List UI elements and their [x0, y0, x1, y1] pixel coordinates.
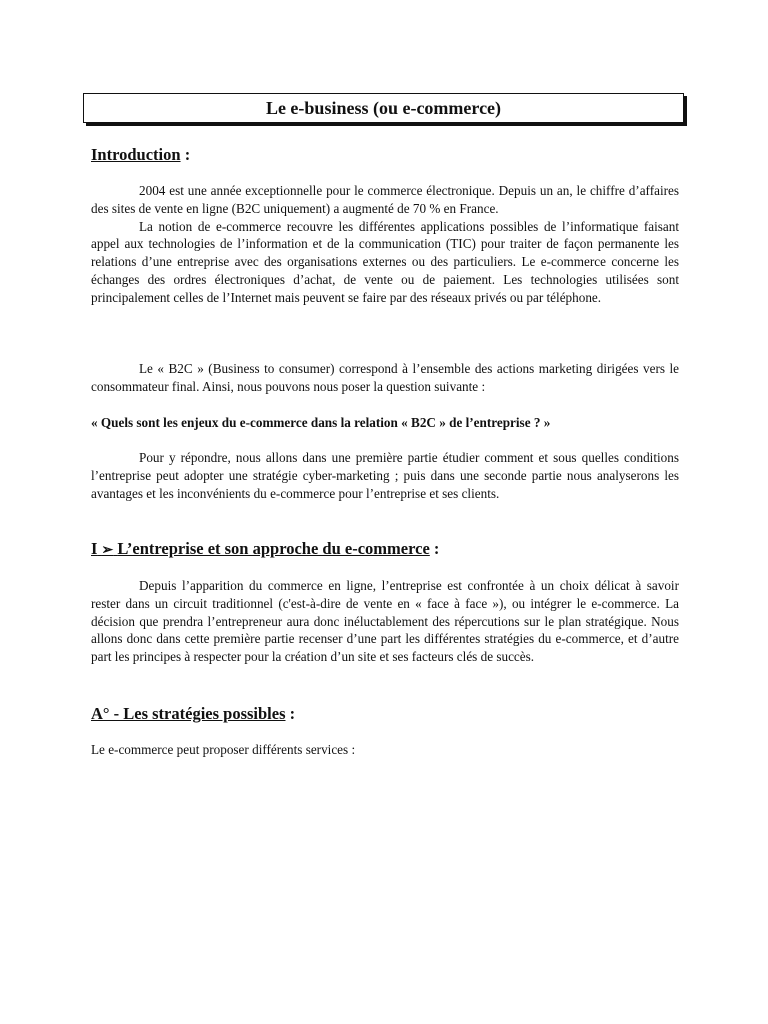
partA-heading-colon: :	[285, 704, 296, 723]
part1-heading	[91, 539, 679, 559]
intro-heading-text: Introduction	[91, 145, 181, 164]
title-box	[83, 93, 684, 123]
b2c-paragraph-block	[91, 360, 679, 396]
arrow-bullet-icon: ➢	[101, 543, 114, 558]
intro-heading-colon: :	[180, 145, 191, 164]
announcement-block	[91, 449, 679, 502]
intro-paragraph-3: Le « B2C » (Business to consumer) correspond à l’ensemble des actions marketing dirigées vers le consommateur final. Ainsi, nous pouvons nous poser la question suivante :	[91, 361, 679, 394]
question-block	[91, 414, 679, 432]
part1-heading-text: L’entreprise et son approche du e-commerce	[117, 539, 430, 558]
partA-heading	[91, 704, 679, 724]
intro-heading-block	[91, 145, 679, 165]
part1-number: I	[91, 539, 98, 558]
problem-question: « Quels sont les enjeux du e-commerce dans la relation « B2C » de l’entreprise ? »	[91, 415, 551, 430]
part1-heading-colon: :	[429, 539, 440, 558]
part1-paragraph-1: Depuis l’apparition du commerce en ligne, l’entreprise est confrontée à un choix délicat à savoir rester dans un circuit traditionnel (c'est-à-dire de vente en « face à face »), ou intégrer le e-commerce. La décision que prendra l’entrepreneur aura donc inéluctablement des répercutions sur le plan stratégique. Nous allons donc dans cette première partie recenser d’une part les différentes stratégies du e-commerce, et d’autre part les principes à respecter pour la création d’un site et ses facteurs clés de succès.	[91, 578, 679, 665]
partA-paragraph-1: Le e-commerce peut proposer différents services :	[91, 742, 356, 757]
intro-paragraph-1: 2004 est une année exceptionnelle pour le commerce électronique. Depuis un an, le chiffre d’affaires des sites de vente en ligne (B2C uniquement) a augmenté de 70 % en France.	[91, 183, 679, 216]
part1-heading-underlined	[91, 539, 430, 558]
document-title: Le e-business (ou e-commerce)	[265, 97, 502, 118]
intro-paragraphs	[91, 182, 679, 307]
partA-heading-block	[91, 704, 679, 724]
intro-heading	[91, 145, 679, 165]
part1-paragraph-block	[91, 577, 679, 666]
intro-paragraph-2: La notion de e-commerce recouvre les différentes applications possibles de l’informatique faisant appel aux technologies de l’information et de la communication (TIC) pour traiter de façon permanente les relations d’une entreprise avec des organisations externes ou des particuliers. Le e-commerce concerne les échanges des ordres électroniques d’achat, de vente ou de paiement. Les technologies utilisées sont principalement celles de l’Internet mais peuvent se faire par des réseaux privés ou par téléphone.	[91, 218, 679, 305]
intro-paragraph-4: Pour y répondre, nous allons dans une première partie étudier comment et sous quelles conditions l’entreprise peut adopter une stratégie cyber-marketing ; puis dans une seconde partie nous analyserons les avantages et les inconvénients du e-commerce pour l’entreprise et ses clients.	[91, 450, 679, 501]
part1-heading-block	[91, 539, 679, 559]
partA-paragraph-block	[91, 741, 679, 759]
partA-heading-text: A° - Les stratégies possibles	[91, 704, 286, 723]
